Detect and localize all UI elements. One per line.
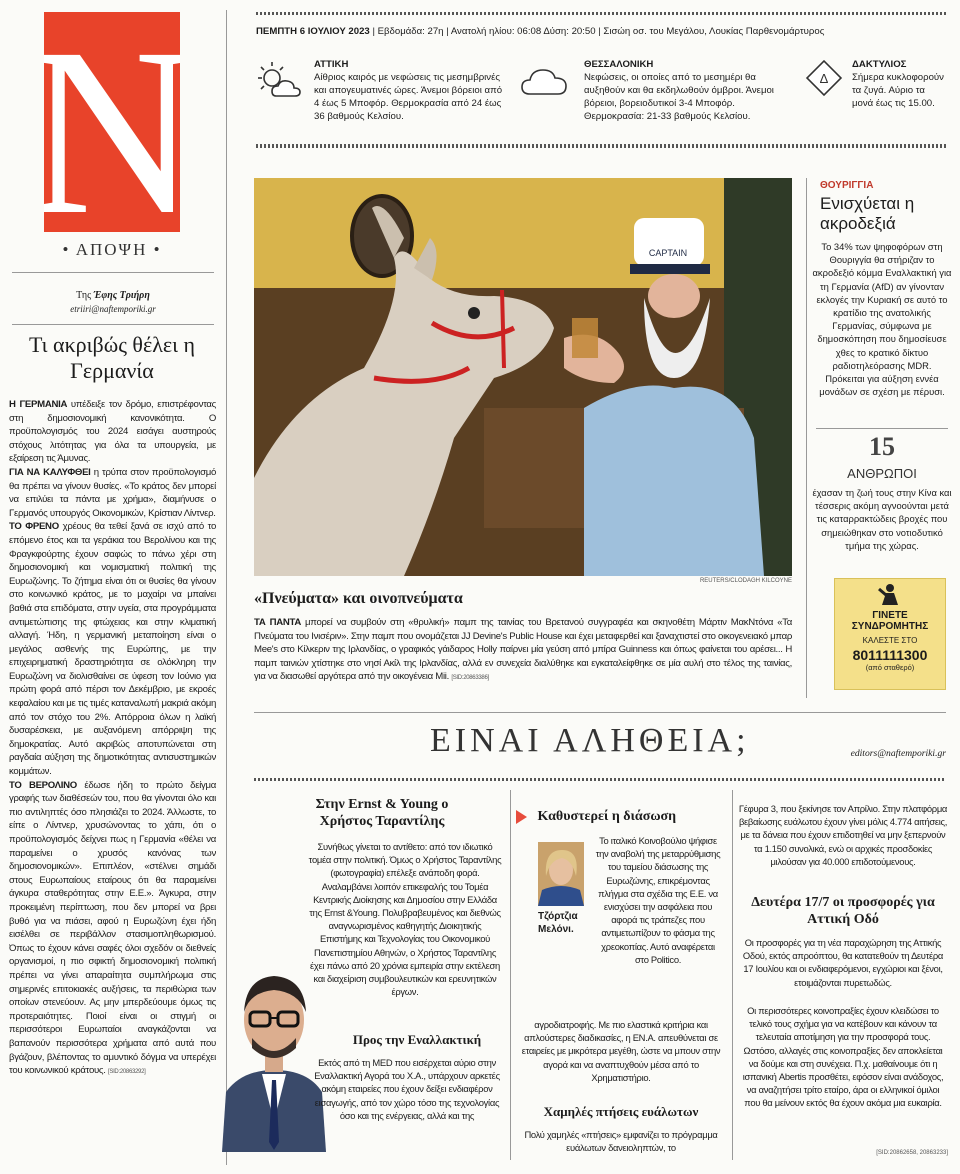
subscribe-line1: ΓΙΝΕΤΕ bbox=[872, 610, 908, 621]
opinion-paragraph-4: ΤΟ ΒΕΡΟΛΙΝΟ έδωσε ήδη το πρώτο δείγμα γραφής των διαθέσεών του, που θα γίνονται όλο και πιο αντιληπτές όσο πλησιάζει το 2024. Άλλωστε, το είπε ο Λίντνερ, χρυσώνοντας το χάπι, ότι ο προϋπολογισμός δείχνει πως η Γερμανία «θέλει να παραμείνει ο χρυσός κανόνας των δημοσιονομικών». Επιπλέον, «στέλνει σημάδι στους Ευρωπαίους εταίρους ότι θα παραμείνει άγκυρα σταθερότητας στην Ε.Ε.». Άγκυρα, στην προκειμένη περίπτωση, που δεν μπορεί να βρει βυθό για να πιάσει, αφού η Ευρωζώνη έχει ήδη εισέλθει σε περιβάλλον στασιμοπληθωρισμού. Όπως το έχουν κάνει σαφές όλοι σχεδόν οι διεθνείς οργανισμοί, η πιο σφικτή δημοσιονομική πολιτική πρέπει να γίνει απαραίτητα συμπλήρωμα στις σημερινές επιτοκιακές αυξήσεις, τα περιθώρια των οποίων στενεύουν. Ας μην μπερδεύουμε όμως τις προτεραιότητες. Ποιοί είναι οι στιγμή οι περισσότεροι Ευρωπαίοι αναγκάζονται να βαπανούν περισσότερα χρήματα από αυτά που βγάζουν, βλέποντας το αμυντικό δόγμα να υπερέχει του κοινωνικού κράτους. [SID:20863292] bbox=[9, 779, 216, 1077]
truth-email[interactable]: editors@naftemporiki.gr bbox=[850, 748, 946, 759]
big-number-text: έχασαν τη ζωή τους στην Κίνα και τέσσερις ακόμη αγνοούνται μετά τις καταρρακτώδεις βροχές που σημειώθηκαν στο νοτιοδυτικό τμήμα της χώρας. bbox=[812, 487, 952, 551]
section-divider bbox=[12, 272, 214, 273]
svg-text:N: N bbox=[44, 12, 180, 232]
author-email[interactable]: etriiri@naftemporiki.gr bbox=[70, 304, 156, 314]
date-sep-2: | bbox=[446, 26, 449, 37]
opinion-paragraph-3: ΤΟ ΦΡΕΝΟ χρέους θα τεθεί ξανά σε ισχύ από το επόμενο έτος και τα γεράκια του Βερολίνου και της Φραγκφούρτης έχουν σαφώς το πάνω χέρι στη δημοσιονομική και νομισματική πολιτική της Ευρωζώνης. Το ζήτημα είναι ότι οι θυσίες θα γίνουν στο κοινωνικό κράτος, με το μαχαίρι να μπαίνει βαθιά στα επιδόματα, στην υγεία, στα προγράμματα αντιμετώπισης της φτώχειας και στην κλιματική αλλαγή. Ήδη, η γερμανική μεταποίηση είναι ο μεγάλος ασθενής της Ευρώπης, με την επιχειρηματική δραστηριότητα σε ολόκληρη την Ευρωζώνη να διολισθαίνει σε ύφεση τον Ιούνιο για πρώτη φορά από πέρσι τον Δεκέμβριο, με εκροές κεφαλαίου και με τις τιμές καταναλωτή μακριά ακόμη από τον στόχο του 2%. Απόρροια όλων η λαϊκή δυσαρέσκεια, με αυξανόμενη απόρριψη της δημοκρατίας. Αυτό ακριβώς αποτυπώνεται στη ραγδαία αύξηση της δημοτικότητας αντισυστημικών κομμάτων. bbox=[9, 521, 216, 778]
col3-code: [SID:20862658, 20863233] bbox=[876, 1150, 948, 1156]
logo-box bbox=[44, 12, 180, 232]
truth-title: ΕΙΝΑΙ ΑΛΗΘΕΙΑ; bbox=[430, 722, 750, 759]
truth-top-rule bbox=[254, 712, 946, 713]
header-dots-top bbox=[256, 12, 946, 15]
subscribe-line2: ΣΥΝΔΡΟΜΗΤΗΣ bbox=[851, 621, 929, 632]
byline-divider bbox=[12, 324, 214, 325]
portrait-meloni-caption: Τζόρτζια Μελόνι. bbox=[538, 911, 578, 935]
col2-subheadline: Χαμηλές πτήσεις ευάλωτων bbox=[543, 1104, 699, 1119]
cloud-icon bbox=[520, 62, 568, 98]
sidebar-text: Το 34% των ψηφοφόρων στη Θουριγγία θα στήριζαν το ακροδεξιό κόμμα Εναλλακτική για τη Γερμανία (AfD) αν γίνονταν εκλογές την Κυριακή σε αυτό το κρατίδιο της ανατολικής Γερμανίας, σύμφωνα με δημοσκόπηση που δημοσίευσε χθες το κρατικό δίκτυο ραδιοτηλεόρασης MDR. Πρόκειται για αύξηση εννέα μονάδων σε σχέση με πέρυσι. bbox=[812, 241, 952, 398]
opinion-paragraph-2: ΓΙΑ ΝΑ ΚΑΛΥΦΘΕΙ η τρύπα στον προϋπολογισμό θα πρέπει να γίνουν θυσίες. «Το κράτος δεν μπορεί να επιλύει τα πάντα με χρήμα», διαμήνυσε ο Γερμανός υπουργός Οικονομικών, Κρίστιαν Λίντνερ. bbox=[9, 466, 216, 519]
weather-icon-athens bbox=[254, 60, 304, 109]
week-number: Εβδομάδα: 27η bbox=[377, 26, 444, 37]
opinion-body bbox=[9, 398, 216, 1158]
photo-caption-title: «Πνεύματα» και οινοπνεύματα bbox=[254, 590, 463, 607]
weather-athens bbox=[314, 58, 506, 123]
portrait-meloni bbox=[538, 842, 584, 906]
weather-region: ΑΤΤΙΚΗ bbox=[314, 59, 349, 70]
big-number: 15 bbox=[869, 432, 895, 461]
weather-region: ΘΕΣΣΑΛΟΝΙΚΗ bbox=[584, 59, 654, 70]
subscribe-note: (από σταθερό) bbox=[865, 663, 915, 672]
weather-region: ΔΑΚΤΥΛΙΟΣ bbox=[852, 59, 907, 70]
col2-sub-text: Πολύ χαμηλές «πτήσεις» εμφανίζει το πρόγραμμα ευάλωτων δανειοληπτών, το bbox=[524, 1129, 718, 1154]
svg-text:Δ: Δ bbox=[819, 71, 829, 86]
sidebar-kicker: ΘΟΥΡΙΓΓΙΑ bbox=[820, 180, 874, 191]
date-sep-1: | bbox=[372, 26, 375, 37]
sidebar-rule bbox=[806, 178, 807, 698]
sidebar-divider bbox=[816, 428, 948, 429]
byline: Της Έφης Τριήρη bbox=[76, 290, 150, 301]
subscribe-ad[interactable] bbox=[834, 578, 946, 690]
arrow-right-icon bbox=[516, 810, 527, 824]
weather-icon-thessaloniki bbox=[520, 62, 568, 103]
weather-icon-ring bbox=[802, 60, 846, 105]
date-bar bbox=[256, 26, 946, 37]
weather-text: Αίθριος καιρός με νεφώσεις τις μεσημβρινές και απογευματινές ώρες. Άνεμοι βόρειοι από 4 έως 5 Μποφόρ. Θερμοκρασία από 24 έως 36 βαθμούς Κελσίου. bbox=[314, 72, 503, 122]
dot-right: • bbox=[153, 240, 162, 259]
col1-subheadline: Προς την Εναλλακτική bbox=[352, 1032, 482, 1047]
truth-dots bbox=[254, 778, 946, 781]
subscribe-phone[interactable]: 8011111300 bbox=[852, 647, 928, 663]
col3-headline: Δευτέρα 17/7 οι προσφορές για Αττική Οδό bbox=[751, 895, 935, 927]
sidebar-title: Ενισχύεται η ακροδεξιά bbox=[820, 194, 915, 233]
photo bbox=[254, 178, 792, 576]
subscribe-call: ΚΑΛΕΣΤΕ ΣΤΟ bbox=[862, 636, 918, 645]
meloni-photo bbox=[538, 842, 584, 906]
col3-text-2: Οι προσφορές για τη νέα παραχώρηση της Αττικής Οδού, εκτός απροόπτου, θα κατατεθούν τη Δευτέρα 17 Ιουλίου και οι ενδιαφερόμενοι, εγχώριοι και ξένοι, ετοιμάζονται πυρετωδώς. bbox=[742, 937, 944, 988]
dot-left: • bbox=[62, 240, 71, 259]
issue-date: ΠΕΜΠΤΗ 6 ΙΟΥΛΙΟΥ 2023 bbox=[256, 26, 370, 37]
weather-text: Σήμερα κυκλοφορούν τα ζυγά. Αύριο τα μονά έως τις 15.00. bbox=[852, 72, 944, 109]
section-label bbox=[44, 240, 180, 260]
col3-text-3: Οι περισσότερες κοινοπραξίες έχουν κλειδώσει το τελικό τους σχήμα για να κατέβουν και κάνουν τα τελευταία αποτίμηση για την προσφορά τους. Ωστόσο, αλλαγές στις κοινοπραξίες δεν αποκλείεται να δούμε και στη συνέχεια. Π.χ. μαθαίνουμε ότι η ισπανική Abertis προσθέτει, εφόσον είναι ανάδοχος, να αναζητήσει τρίτο εταίρο, άρα οι ελληνικοί όμιλοι που θα μείνουν εκτός θα έχουν ακόμα μια ευκαιρία. bbox=[742, 1005, 944, 1109]
col2-headline: Καθυστερεί η διάσωση bbox=[537, 808, 677, 824]
date-sep-3: | bbox=[598, 26, 601, 37]
col1-headline: Στην Ernst & Young ο Χρήστος Ταραντίλης bbox=[315, 797, 449, 829]
portrait-tarantilis bbox=[222, 952, 326, 1152]
logo-n-icon bbox=[44, 12, 180, 232]
traffic-sign-icon bbox=[802, 60, 846, 100]
opinion-paragraph-1: Η ΓΕΡΜΑΝΙΑ υπέδειξε τον δρόμο, επιστρέφοντας στη δημοσιονομική κανονικότητα. Ο προϋπολογισμός του 2024 εισάγει αυστηρούς στόχους λιτότητας για όλα τα υπουργεία, με εξαίρεση τις Άμυνας. bbox=[9, 399, 216, 465]
portrait-photo bbox=[222, 952, 326, 1152]
opinion-headline: Τι ακριβώς θέλει η Γερμανία bbox=[28, 332, 196, 383]
col-rule-1 bbox=[510, 790, 511, 1160]
photo-caption: ΤΑ ΠΑΝΤΑ μπορεί να συμβούν στη «θρυλική» παμπ της ταινίας του Βρετανού συγγραφέα και σκηνοθέτη Μάρτιν ΜακΝτόνα «Τα Πνεύματα του Ινισέριν». Στην παμπ που ονομάζεται JJ Devine's Public House και έχει μεταφερθεί και ξαναχτιστεί στο οικογενειακό μπαρ Mee's στο Κίλκεριν της Ιρλανδίας, ο γραφικός γάιδαρος Holly παίρνει μία γεύση από μπίρα Guinness και όπως φαίνεται του αρέσει... Η παμπ ταινιών χτίστηκε στο νησί Ακίλ της Ιρλανδίας, αλλά εν συνεχεία διαλύθηκε και εγκαταλείφθηκε σε μία αυλή στο τέλος της ταινίας, για να διασωθεί αργότερα από την οικογένεια Mii. [SID:20863386] bbox=[254, 617, 792, 683]
sun-cloud-icon bbox=[254, 60, 304, 104]
big-number-label: ΑΝΘΡΩΠΟΙ bbox=[847, 466, 917, 481]
sun-times: Ανατολή ηλίου: 06:08 Δύση: 20:50 bbox=[450, 26, 596, 37]
col2-cont-text: αγροδιατροφής. Με πιο ελαστικά κριτήρια και απλούστερες διαδικασίες, η ΕΝ.Α. απευθύνεται σε εταιρείες με μικρότερα μεγέθη, ώστε να μπουν στην αγορά και να αναπτυχθούν μέσα από το Χρηματιστήριο. bbox=[521, 1019, 721, 1083]
section-name: ΑΠΟΨΗ bbox=[75, 240, 148, 259]
subscriber-figure-icon bbox=[877, 583, 903, 605]
donkey-captain-photo bbox=[254, 178, 792, 576]
col-rule-2 bbox=[732, 790, 733, 1160]
col2-header bbox=[516, 808, 726, 826]
weather-thessaloniki bbox=[584, 58, 784, 123]
col1-sub-text: Εκτός από τη MED που εισέρχεται αύριο στην Εναλλακτική Αγορά του Χ.Α., υπάρχουν αρκετές ακόμη εταιρείες που έχουν δείξει ενδιαφέρον εισαγωγής, από τον χώρο τόσο της τεχνολογίας όσο και της ενέργειας, αλλά και της bbox=[314, 1057, 500, 1121]
col1-text: Συνήθως γίνεται το αντίθετο: από τον ιδιωτικό τομέα στην πολιτική. Όμως ο Χρήστος Ταραντίλης (φωτογραφία) επέλεξε ανάποδη φορά. Αναλαμβάνει λοιπόν επικεφαλής του Τομέα Κεντρικής Διοίκησης και Δημοσίου στην Ελλάδα της Ernst &Young. Πολυβραβευμένος και διεθνώς αναγνωρισμένος καθηγητής Διοικητικής Επιστήμης και Τεχνολογίας του Οικονομικού Πανεπιστημίου Αθηνών, ο Χρήστος Ταραντίλης έχει πάνω από 20 χρόνια εμπειρία στην εκτέλεση και διαχείριση συμβουλευτικών και ερευνητικών έργων. bbox=[308, 841, 502, 998]
weather-ring bbox=[852, 58, 948, 110]
author-name: Έφης Τριήρη bbox=[93, 290, 150, 301]
photo-credit: REUTERS/CLODAGH KILCOYNE bbox=[699, 578, 792, 584]
col2-text: Το ιταλικό Κοινοβούλιο ψήφισε την αναβολή της μεταρρύθμισης του ταμείου διάσωσης της Ευρωζώνης, επικρέμοντας πλήγμα στα σχέδια της Ε.Ε. να ενισχύσει την ασφάλεια που αφορά τις τράπεζες που αντιμετωπίζουν το φάσμα της χρεοκοπίας. Αυτό αναφέρεται στο Politico. bbox=[595, 835, 721, 965]
weather-text: Νεφώσεις, οι οποίες από το μεσημέρι θα αυξηθούν και θα εκδηλωθούν όμβροι. Άνεμοι βόρειοι, βορειοδυτικοί 3-4 Μποφόρ. Θερμοκρασία: 21-33 βαθμούς Κελσίου. bbox=[584, 72, 774, 122]
svg-text:CAPTAIN: CAPTAIN bbox=[648, 248, 688, 258]
header-dots-bottom bbox=[256, 144, 946, 148]
name-days: Σισώη οσ. του Μεγάλου, Λουκίας Παρθενομάρτυρος bbox=[603, 26, 825, 37]
col3-text: Γέφυρα 3, που ξεκίνησε τον Απρίλιο. Στην πλατφόρμα βεβαίωσης ευάλωτου έχουν γίνει μόλις 4.774 αιτήσεις, με τα δάνεια που έχουν επιδοτηθεί να μην ξεπερνούν τα 1.150 συνολικά, ενώ οι αρχικές προσδοκίες μιλούσαν για 40.000 επιδοτούμενους. bbox=[738, 803, 948, 867]
